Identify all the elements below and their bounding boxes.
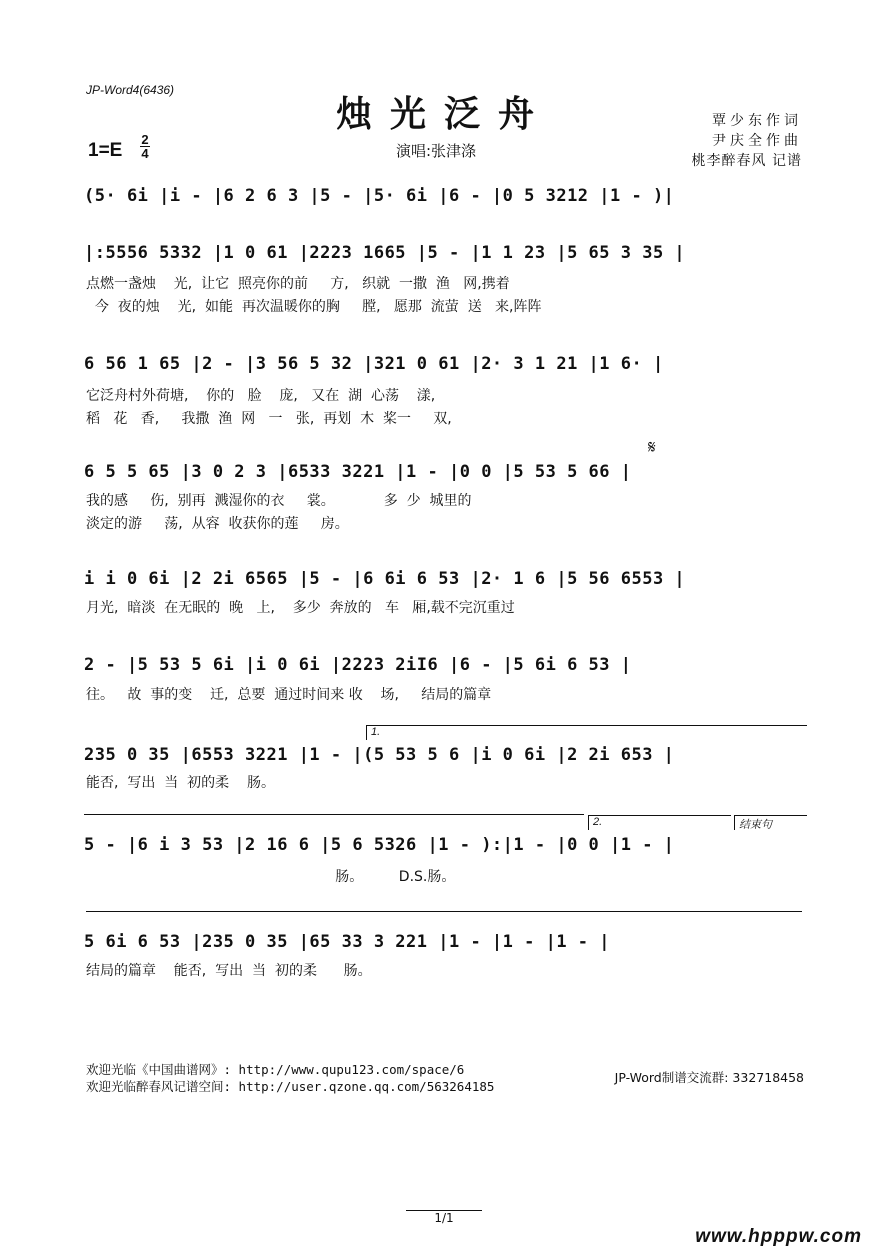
page-number xyxy=(0,1210,888,1225)
footer-link-qzone: 欢迎光临醉春风记谱空间: http://user.qzone.qq.com/563264185 xyxy=(86,1079,495,1094)
score-row-5: i i 0 6i |2 2i 6565 |5 - |6 6i 6 53 |2· 1 6 |5 56 6553 | xyxy=(84,569,686,589)
key-signature: 1=E xyxy=(88,140,123,161)
ending-bracket xyxy=(734,815,807,830)
lyric-row-2-verse-1: 点燃一盏烛 光, 让它 照亮你的前 方, 织就 一撒 渔 网,携着 xyxy=(86,276,510,292)
volta-1-bracket xyxy=(366,725,807,740)
score-row-7: 235 0 35 |6553 3221 |1 - |(5 53 5 6 |i 0 6i |2 2i 653 | xyxy=(84,745,675,765)
ending-label: 结束句 xyxy=(739,819,772,831)
score-row-2: |:5556 5332 |1 0 61 |2223 1665 |5 - |1 1 23 |5 65 3 35 | xyxy=(84,243,686,263)
lyric-row-4-verse-2: 淡定的游 荡, 从容 收获你的莲 房。 xyxy=(86,516,349,532)
footer-link-qupu: 欢迎光临《中国曲谱网》: http://www.qupu123.com/space/6 xyxy=(86,1062,465,1077)
segno-sign: 𝄋 xyxy=(648,437,656,458)
lyric-row-9: 结局的篇章 能否, 写出 当 初的柔 肠。 xyxy=(86,963,372,979)
page-number-text: 1/1 xyxy=(406,1210,482,1225)
lyric-row-3-verse-1: 它泛舟村外荷塘, 你的 脸 庞, 又在 湖 心荡 漾, xyxy=(86,388,436,404)
score-row-8: 5 - |6 i 3 53 |2 16 6 |5 6 5326 |1 - ):|1 - |0 0 |1 - | xyxy=(84,835,675,855)
site-watermark: www.hpppw.com xyxy=(695,1226,862,1247)
meter-top: 2 xyxy=(141,132,149,147)
lyric-row-7: 能否, 写出 当 初的柔 肠。 xyxy=(86,775,275,791)
score-row-4: 6 5 5 65 |3 0 2 3 |6533 3221 |1 - |0 0 |5 53 5 66 | xyxy=(84,462,632,482)
lyric-row-3-verse-2: 稻 花 香, 我撒 渔 网 一 张, 再划 木 桨一 双, xyxy=(86,411,452,427)
transcriber-credit: 桃李醉春风 记谱 xyxy=(691,153,802,169)
lyric-row-4-verse-1: 我的感 伤, 别再 溅湿你的衣 裳。 多 少 城里的 xyxy=(86,493,472,509)
song-title: 烛光泛舟 xyxy=(335,93,552,135)
score-row-3: 6 56 1 65 |2 - |3 56 5 32 |321 0 61 |2· 3 1 21 |1 6· | xyxy=(84,354,664,374)
volta-1-continuation xyxy=(84,814,584,815)
volta-1-label: 1. xyxy=(371,726,381,738)
volta-2-label: 2. xyxy=(593,816,603,828)
footer-qq-group: JP-Word制谱交流群: 332718458 xyxy=(614,1070,804,1085)
meter-bottom: 4 xyxy=(141,146,149,161)
lyric-row-5: 月光, 暗淡 在无眠的 晚 上, 多少 奔放的 车 厢,载不完沉重过 xyxy=(86,600,515,616)
lyric-row-8: 肠。 D.S.肠。 xyxy=(86,869,456,885)
lyric-row-2-verse-2: 今 夜的烛 光, 如能 再次温暖你的胸 膛, 愿那 流萤 送 来,阵阵 xyxy=(86,299,542,315)
score-row-9: 5 6i 6 53 |235 0 35 |65 33 3 221 |1 - |1 - |1 - | xyxy=(84,932,611,952)
time-signature xyxy=(140,133,150,160)
coda-line xyxy=(86,911,802,912)
software-version: JP-Word4(6436) xyxy=(86,83,175,97)
score-row-1: (5· 6i |i - |6 2 6 3 |5 - |5· 6i |6 - |0 5 3212 |1 - )| xyxy=(84,186,675,206)
lyricist-credit: 覃少东作词 xyxy=(712,113,802,129)
composer-credit: 尹庆全作曲 xyxy=(712,133,802,149)
lyric-row-6: 往。 故 事的变 迁, 总要 通过时间来 收 场, 结局的篇章 xyxy=(86,687,492,703)
volta-2-bracket xyxy=(588,815,731,830)
score-row-6: 2 - |5 53 5 6i |i 0 6i |2223 2iI6 |6 - |5 6i 6 53 | xyxy=(84,655,632,675)
singer: 演唱:张津涤 xyxy=(396,142,477,160)
